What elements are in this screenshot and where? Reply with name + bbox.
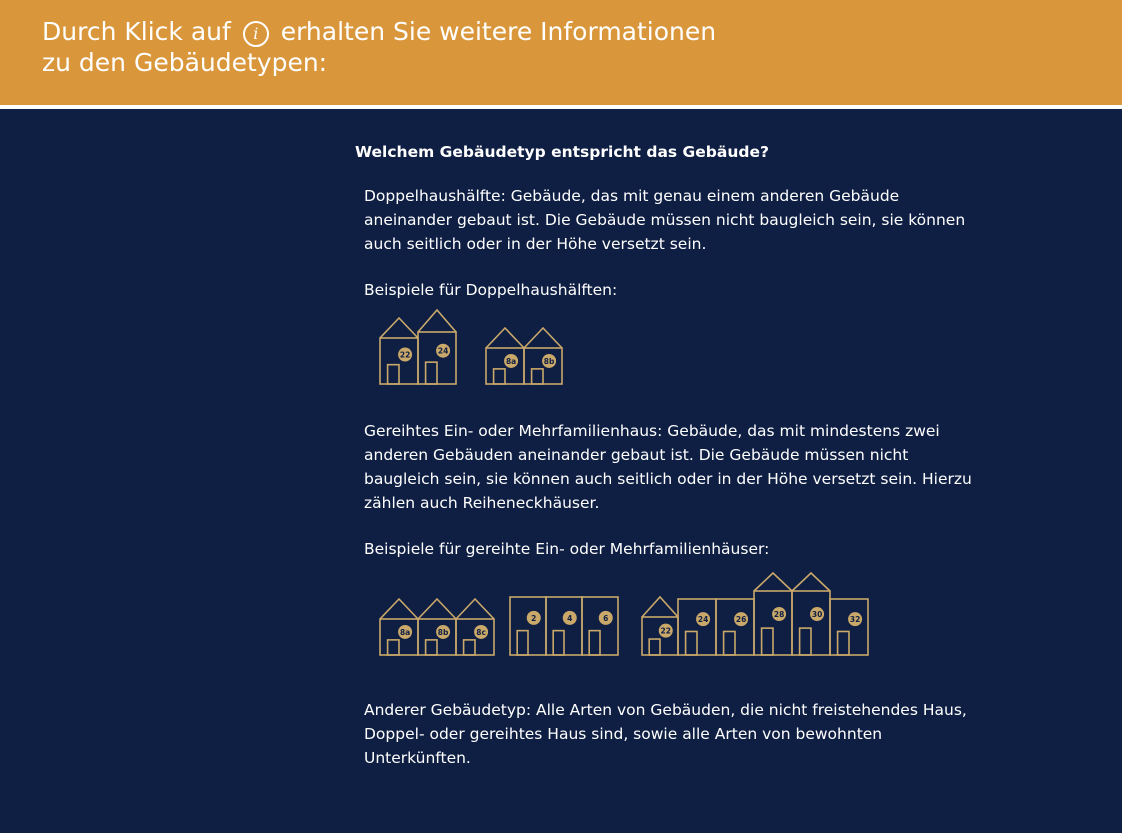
- house-number-28: 28: [773, 610, 785, 620]
- semi-detached-houses-illustration: [380, 312, 580, 392]
- house-number-8b: 8b: [437, 627, 449, 637]
- house-6: [582, 597, 618, 655]
- gereiht-description: Gereihtes Ein- oder Mehrfamilienhaus: Gebäude, das mit mindestens zwei anderen Gebäuden aneinander gebaut ist. Die Gebäude müssen nicht baugleich sein, sie können auch seitlich oder in der Höhe versetzt sein. Hierzu zählen auch Reiheneckhäuser.: [364, 422, 972, 512]
- house-8b: [524, 328, 562, 384]
- house-number-22: 22: [399, 350, 411, 360]
- house-number-26: 26: [735, 615, 747, 625]
- house-number-30: 30: [811, 610, 823, 620]
- house-24: [418, 310, 456, 384]
- house-32: [830, 599, 868, 655]
- house-pair-22-24: [380, 310, 456, 384]
- gereiht-examples-label: Beispiele für gereihte Ein- oder Mehrfamilienhäuser:: [364, 540, 770, 558]
- banner-text-after: erhalten Sie weitere Informationen: [280, 17, 717, 46]
- doppelhaus-section: [364, 184, 975, 399]
- banner-text: [42, 16, 716, 78]
- house-8b: [418, 599, 456, 655]
- house-number-8b: 8b: [543, 356, 555, 366]
- house-number-32: 32: [849, 615, 861, 625]
- house-8a: [486, 328, 524, 384]
- house-number-24: 24: [437, 346, 449, 356]
- house-number-8c: 8c: [476, 627, 486, 637]
- house-22: [380, 318, 418, 384]
- doppelhaus-examples-label: Beispiele für Doppelhaushälften:: [364, 281, 618, 299]
- question-title: Welchem Gebäudetyp entspricht das Gebäude?: [355, 143, 769, 161]
- anderer-section: [364, 698, 975, 770]
- house-26: [716, 599, 754, 655]
- house-number-24: 24: [697, 615, 709, 625]
- house-8c: [456, 599, 494, 655]
- doppelhaus-description: Doppelhaushälfte: Gebäude, das mit genau einem anderen Gebäude aneinander gebaut ist. Die Gebäude müssen nicht baugleich sein, sie können auch seitlich oder in der Höhe versetzt sein.: [364, 187, 966, 253]
- house-number-6: 6: [603, 613, 609, 623]
- banner-text-before: Durch Klick auf: [42, 17, 231, 46]
- house-pair-8a-8b: [486, 328, 562, 384]
- house-number-8a: 8a: [505, 356, 517, 366]
- anderer-description: Anderer Gebäudetyp: Alle Arten von Gebäuden, die nicht freistehendes Haus, Doppel- oder gereihtes Haus sind, sowie alle Arten von bewohnten Unterkünften.: [364, 701, 967, 767]
- terrace-2-6: [510, 597, 618, 655]
- house-number-4: 4: [567, 613, 573, 623]
- house-2: [510, 597, 546, 655]
- terraced-houses-illustration: [380, 571, 880, 661]
- terrace-22-32: [642, 573, 868, 655]
- house-number-22: 22: [660, 626, 671, 636]
- house-8a: [380, 599, 418, 655]
- banner-text-line2: zu den Gebäudetypen:: [42, 48, 328, 77]
- gereiht-section: [364, 419, 975, 668]
- header-banner: [0, 0, 1122, 109]
- info-circle-icon[interactable]: i: [243, 21, 269, 47]
- house-4: [546, 597, 582, 655]
- gereiht-illustration: [380, 571, 975, 668]
- house-number-8a: 8a: [399, 627, 411, 637]
- house-number-2: 2: [531, 613, 537, 623]
- doppelhaus-illustration: [380, 312, 975, 399]
- house-30: [792, 573, 830, 655]
- house-22: [642, 597, 678, 655]
- house-24: [678, 599, 716, 655]
- building-type-info: [355, 140, 975, 792]
- terrace-8a-8c: [380, 599, 494, 655]
- house-28: [754, 573, 792, 655]
